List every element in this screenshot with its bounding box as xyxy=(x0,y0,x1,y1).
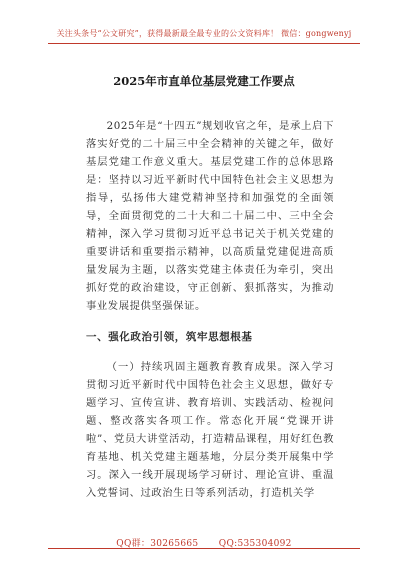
footer-qq-group: QQ群：30265665 xyxy=(116,539,199,549)
intro-paragraph: 2025年是“十四五”规划收官之年，是承上启下落实好党的二十届三中全会精神的关键之年，做好基层党建工作意义重大。基层党建工作的总体思路是：坚持以习近平新时代中国特色社会主义思想为指导，弘扬伟大建党精神坚持和加强党的全面领导，全面贯彻党的二十大和二十届二中、三中全会精神，深入学习贯彻习近平总书记关于机关党建的重要讲话和重要指示精神，以高质量党建促进高质量发展为主题，以落实党建主体责任为牵引，突出抓好党的政治建设，守正创新、狠抓落实，为推动事业发展提供坚强保证。 xyxy=(86,120,334,312)
section-heading: 一、强化政治引领，筑牢思想根基 xyxy=(86,331,253,343)
footer-divider xyxy=(48,548,360,549)
document-body xyxy=(86,117,334,502)
header-divider xyxy=(48,43,360,44)
footer-qq: QQ:535304092 xyxy=(218,539,292,549)
document-title: 2025年市直单位基层党建工作要点 xyxy=(113,74,295,88)
header-note: 关注头条号“公文研究”，获得最新最全最专业的公文资料库！ 微信：gongwenyj xyxy=(56,29,352,38)
body-paragraph: （一）持续巩固主题教育教育成果。深入学习贯彻习近平新时代中国特色社会主义思想，做好专题学习、宣传宣讲、教育培训、实践活动、检视问题、整改落实各项工作。常态化开展“党课开讲啦”、党员大讲堂活动，打造精品课程，用好红色教育基地、机关党建主题基地，分层分类开展集中学习。深入一线开展现场学习研讨、理论宣讲、重温入党誓词、过政治生日等系列活动，打造机关学 xyxy=(86,361,334,499)
